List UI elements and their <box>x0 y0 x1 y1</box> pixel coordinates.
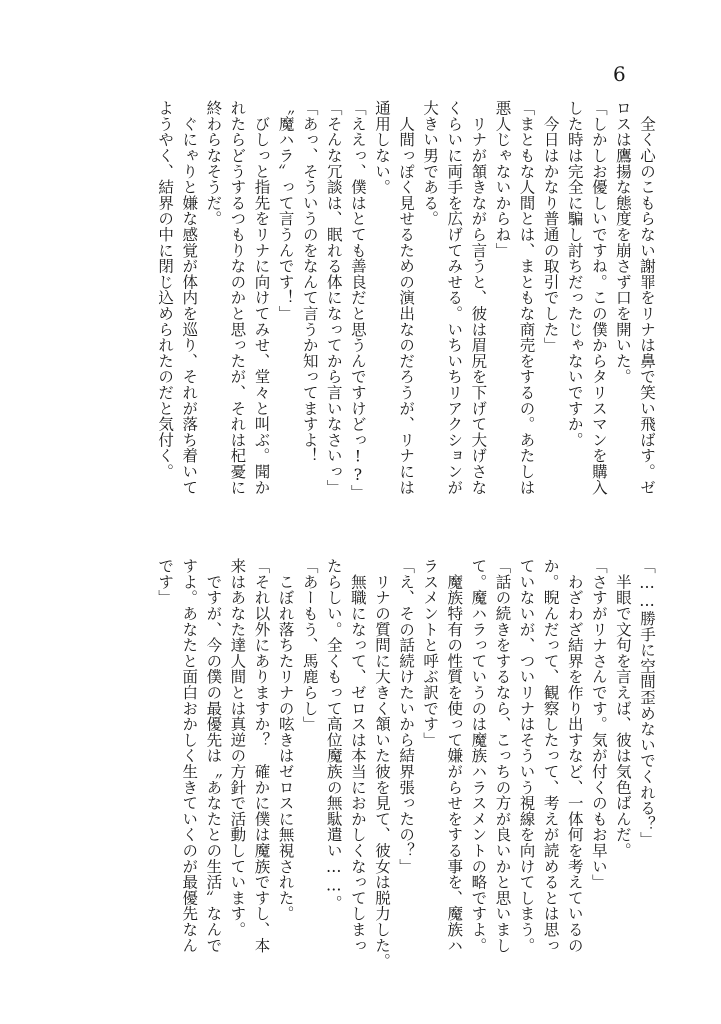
text-line: 「それ以外にありますか？ 確かに僕は魔族ですし、本 <box>252 558 271 953</box>
text-line: 「まともな人間とは、まともな商売をするの。あたしは <box>517 100 536 495</box>
text-line: ロスは鷹揚な態度を崩さず口を開いた。 <box>613 100 632 385</box>
text-line: 「そんな冗談は、眠れる体になってから言いなさいっ」 <box>324 100 343 495</box>
text-line: 魔族特有の性質を使って嫌がらせをする事を、魔族ハ <box>445 558 464 953</box>
text-line: こぼれ落ちたリナの呟きはゼロスに無視された。 <box>276 558 295 922</box>
text-line: 〝魔ハラ〟って言うんです！」 <box>276 100 295 322</box>
lower-text-block <box>99 558 659 970</box>
text-line: 「あーもう、馬鹿らし」 <box>300 558 319 732</box>
text-line: ようやく、結界の中に閉じ込められたのだと気付く。 <box>156 100 175 480</box>
text-line: ですが、今の僕の最優先は〝あなたとの生活〟なんで <box>204 558 223 953</box>
text-line: 来はあなた達人間とは真逆の方針で活動しています。 <box>228 558 247 938</box>
text-line: びしっと指先をリナに向けてみせ、堂々と叫ぶ。聞か <box>252 100 271 495</box>
text-line: 「さすがリナさんです。気が付くのもお早い」 <box>589 558 608 890</box>
text-line: て。魔ハラっていうのは魔族ハラスメントの略ですよ。 <box>469 558 488 953</box>
page-number: 6 <box>613 62 626 86</box>
text-line: ラスメントと呼ぶ訳です」 <box>421 558 440 748</box>
text-line: すよ。あなたと面白おかしく生きていくのが最優先なん <box>180 558 199 953</box>
text-line: 半眼で文句を言えば、彼は気色ばんだ。 <box>613 558 632 859</box>
text-line: 無職になって、ゼロスは本当におかしくなってしまっ <box>348 558 367 953</box>
text-line: 「しかしお優しいですね。この僕からタリスマンを購入 <box>589 100 608 495</box>
text-line: 「え、その話続けたいから結界張ったの？」 <box>397 558 416 874</box>
text-line: たらしい。全くもって高位魔族の無駄遣い……。 <box>324 558 343 911</box>
upper-text-block <box>99 100 659 512</box>
text-line: 大きい男である。 <box>421 100 440 227</box>
text-line: 全く心のこもらない謝罪をリナは鼻で笑い飛ばす。ゼ <box>638 100 656 495</box>
text-line: 終わらなそうだ。 <box>204 100 223 227</box>
text-line: ていないが、ついリナはそういう視線を向けてしまう。 <box>517 558 536 953</box>
text-line: れたらどうするつもりなのかと思ったが、それは杞憂に <box>228 100 247 495</box>
text-line: リナの質問に大きく頷いた彼を見て、彼女は脱力した。 <box>372 558 391 969</box>
text-line: 「話の続きをするなら、こっちの方が良いかと思いまし <box>493 558 512 953</box>
text-line: 今日はかなり普通の取引でした」 <box>541 100 560 353</box>
text-line: 「……勝手に空間歪めないでくれる？」 <box>638 558 656 848</box>
text-line: 人間っぽく見せるための演出なのだろうが、リナには <box>397 100 416 495</box>
text-line: 「ええっ、僕はとても善良だと思うんですけどっ!?」 <box>348 100 367 500</box>
text-line: リナが頷きながら言うと、彼は眉尻を下げて大げさな <box>469 100 488 495</box>
text-line: した時は完全に騙し討ちだったじゃないですか。 <box>565 100 584 448</box>
text-line: です」 <box>156 558 175 606</box>
text-line: わざわざ結界を作り出すなど、一体何を考えているの <box>565 558 584 953</box>
text-line: か。睨んだって、観察したって、考えが読めるとは思っ <box>541 558 560 953</box>
text-line: 通用しない。 <box>372 100 391 195</box>
text-line: ぐにゃりと嫌な感覚が体内を巡り、それが落ち着いて <box>180 100 199 495</box>
text-line: くらいに両手を広げてみせる。いちいちリアクションが <box>445 100 464 495</box>
text-line: 悪人じゃないからね」 <box>493 100 512 258</box>
text-line: 「あっ、そういうのをなんて言うか知ってますよ！ <box>300 100 319 464</box>
